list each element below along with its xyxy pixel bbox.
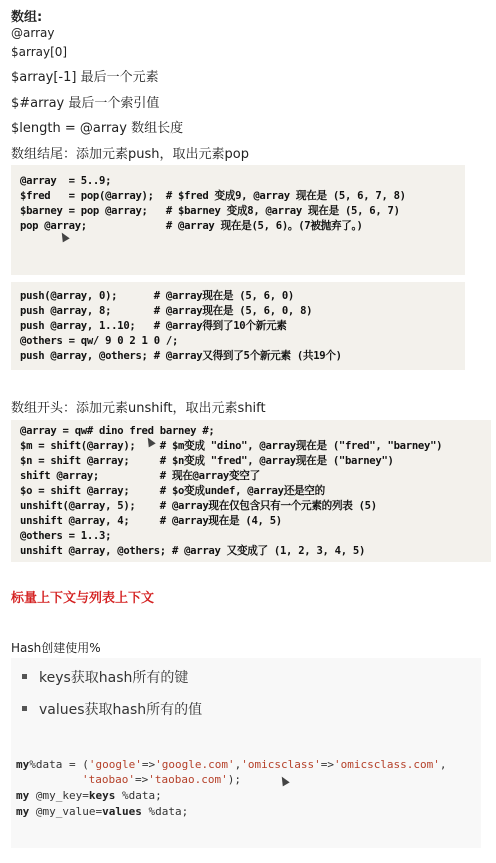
line-array-index0: $array[0] xyxy=(11,45,68,59)
bullet-square-icon xyxy=(22,706,27,711)
var-my-value: @my_value= xyxy=(29,805,103,818)
var-data: %data; xyxy=(141,805,189,818)
shift-code-line: @others = 1..3; xyxy=(20,530,112,542)
line-array: @array xyxy=(11,26,55,40)
bullet-values xyxy=(22,699,202,719)
str-omicsclass-com: 'omicsclass.com' xyxy=(333,758,440,771)
str-taobao: 'taobao' xyxy=(82,773,135,786)
shift-code-line: shift @array; # 现在@array变空了 xyxy=(20,470,260,482)
fat-arrow: => xyxy=(320,758,334,771)
comma: , xyxy=(234,758,242,771)
push-code-line: push(@array, 0); # @array现在是 (5, 6, 0) xyxy=(20,290,295,302)
array-heading: 数组: xyxy=(11,10,43,25)
line-last-index: $#array 最后一个索引值 xyxy=(11,96,160,111)
bullet-keys-text: keys获取hash所有的键 xyxy=(39,670,189,686)
fat-arrow: => xyxy=(134,773,149,786)
pop-code-line: $barney = pop @array; # $barney 变成8, @array 现在是 (5, 6, 7) xyxy=(20,205,400,217)
bullet-square-icon xyxy=(22,674,27,679)
push-pop-heading: 数组结尾：添加元素push，取出元素pop xyxy=(11,147,249,162)
perl-code-line-3 xyxy=(16,788,162,804)
kw-my: my xyxy=(16,789,30,802)
perl-code-line-1 xyxy=(16,757,447,773)
pop-code-line: @array = 5..9; xyxy=(20,175,112,187)
kw-my: my xyxy=(16,805,30,818)
bullet-values-text: values获取hash所有的值 xyxy=(39,702,203,718)
str-google-com: 'google.com' xyxy=(155,758,235,771)
str-taobao-com: 'taobao.com' xyxy=(148,773,228,786)
kw-keys: keys xyxy=(88,789,116,802)
line-last-element: $array[-1] 最后一个元素 xyxy=(11,70,159,85)
shift-code-line: $o = shift @array; # $o变成undef, @array还是空的 xyxy=(20,485,325,497)
shift-code-line: unshift @array, @others; # @array 又变成了 (1, 2, 3, 4, 5) xyxy=(20,545,366,557)
assign: = ( xyxy=(62,758,89,771)
perl-code-line-2 xyxy=(82,772,241,788)
shift-code-line: unshift @array, 4; # @array现在是 (4, 5) xyxy=(20,515,282,527)
shift-code-line: @array = qw# dino fred barney #; xyxy=(20,425,215,437)
str-google: 'google' xyxy=(88,758,142,771)
close-paren: ); xyxy=(227,773,241,786)
shift-code-line: $n = shift @array; # $n变成 "fred", @array现在是 ("barney") xyxy=(20,455,394,467)
shift-unshift-heading: 数组开头：添加元素unshift，取出元素shift xyxy=(11,401,266,416)
var-data: %data; xyxy=(115,789,162,802)
line-length: $length = @array 数组长度 xyxy=(11,121,184,136)
pop-code-line: $fred = pop(@array); # $fred 变成9, @array 现在是 (5, 6, 7, 8) xyxy=(20,190,406,202)
hash-heading: Hash创建使用% xyxy=(11,641,101,655)
push-code-line: push @array, 8; # @array现在是 (5, 6, 0, 8) xyxy=(20,305,313,317)
fat-arrow: => xyxy=(141,758,156,771)
shift-code-line: $m = shift(@array); # $m变成 "dino", @array现在是 ("fred", "barney") xyxy=(20,440,443,452)
push-code-line: push @array, @others; # @array又得到了5个新元素 (共19个) xyxy=(20,350,342,362)
bullet-keys xyxy=(22,667,188,687)
shift-code-line: unshift(@array, 5); # @array现在仅包含只有一个元素的列表 (5) xyxy=(20,500,377,512)
push-code-line: push @array, 1..10; # @array得到了10个新元素 xyxy=(20,320,287,332)
var-my-key: @my_key= xyxy=(29,789,89,802)
context-heading: 标量上下文与列表上下文 xyxy=(11,591,155,606)
comma: , xyxy=(439,758,447,771)
kw-values: values xyxy=(102,805,142,818)
var-data: %data xyxy=(29,758,63,771)
pop-code-line: pop @array; # @array 现在是(5, 6)。(7被抛弃了。) xyxy=(20,220,363,232)
perl-code-line-4 xyxy=(16,804,188,820)
str-omicsclass: 'omicsclass' xyxy=(241,758,321,771)
push-code-line: @others = qw/ 9 0 2 1 0 /; xyxy=(20,335,179,347)
kw-my: my xyxy=(16,758,30,771)
